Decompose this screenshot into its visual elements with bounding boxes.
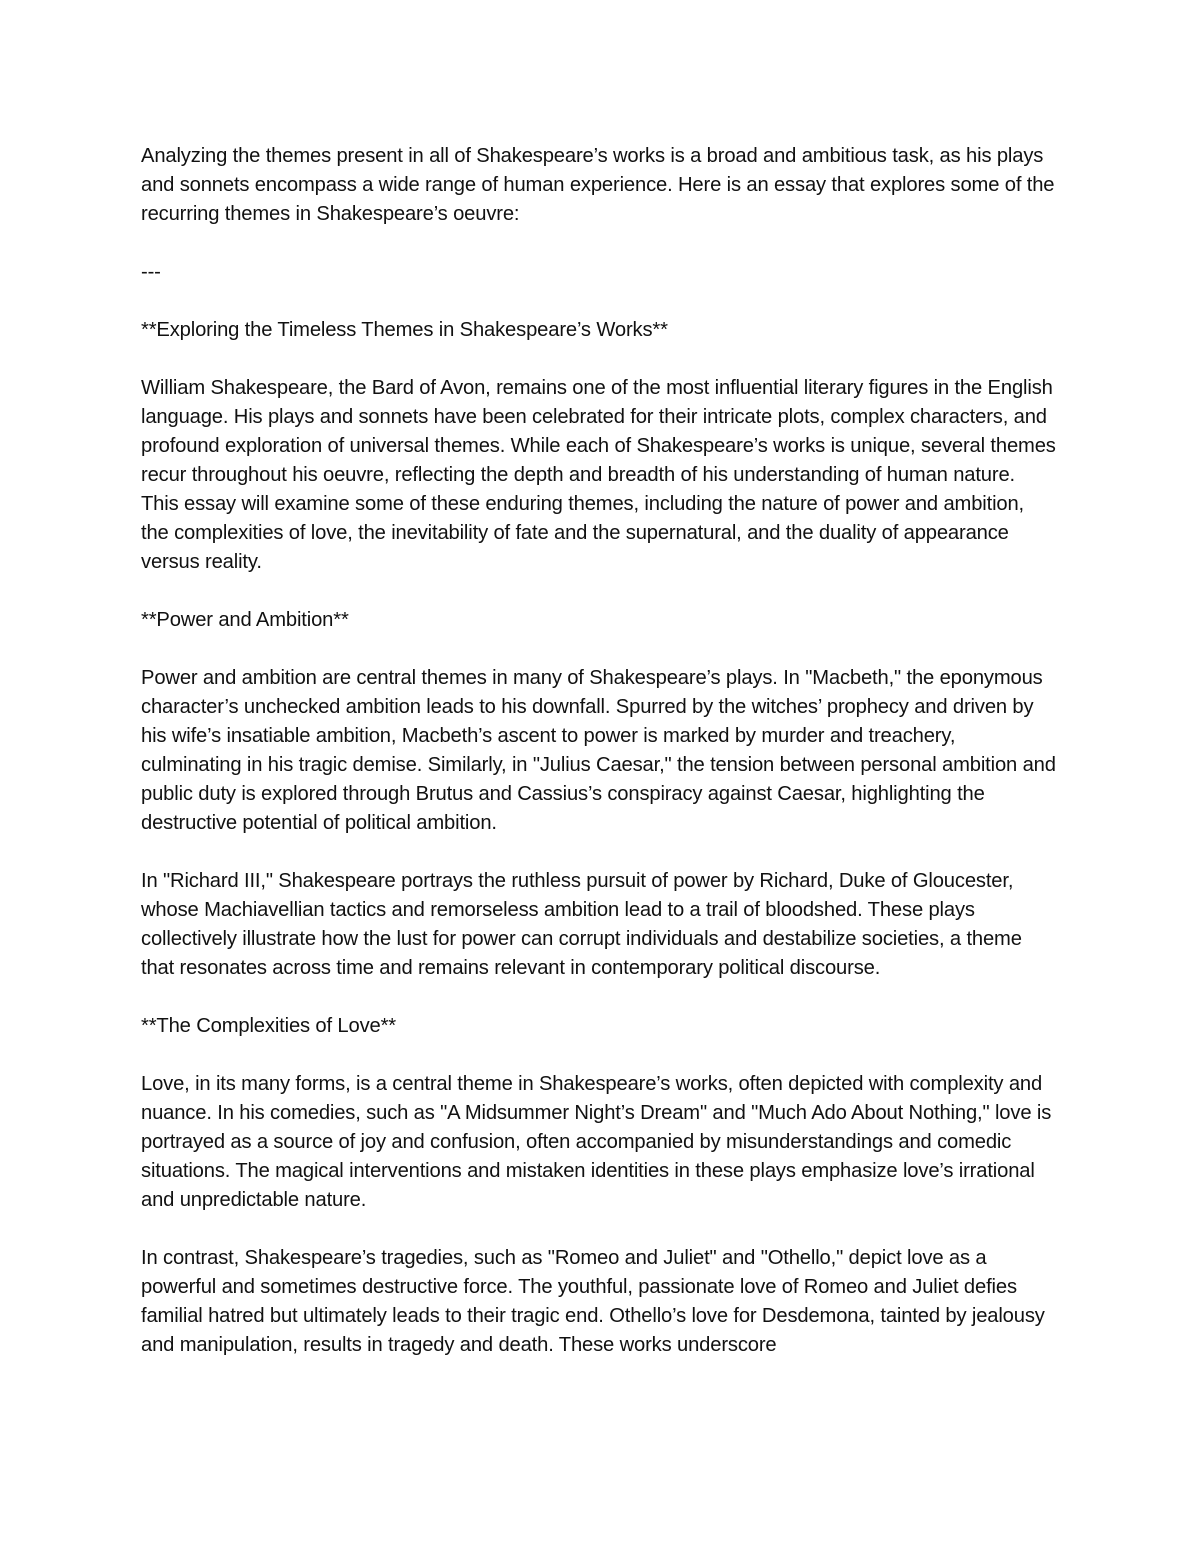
document-body xyxy=(141,142,1056,1360)
section-divider: --- xyxy=(141,261,161,283)
heading-power-ambition: **Power and Ambition** xyxy=(141,609,349,631)
opening-paragraph: William Shakespeare, the Bard of Avon, remains one of the most influential literary figures in the English language. His plays and sonnets have been celebrated for their intricate plots, complex characters, and profound exploration of universal themes. While each of Shakespeare’s works is unique, several themes recur throughout his oeuvre, reflecting the depth and breadth of his understanding of human nature. This essay will examine some of these enduring themes, including the nature of power and ambition, the complexities of love, the inevitability of fate and the supernatural, and the duality of appearance versus reality. xyxy=(141,377,1056,573)
intro-paragraph: Analyzing the themes present in all of Shakespeare’s works is a broad and ambitious task, as his plays and sonnets encompass a wide range of human experience. Here is an essay that explores some of the recurring themes in Shakespeare’s oeuvre: xyxy=(141,145,1055,225)
heading-complexities-love: **The Complexities of Love** xyxy=(141,1015,397,1037)
power-paragraph-1: Power and ambition are central themes in many of Shakespeare’s plays. In "Macbeth," the eponymous character’s unchecked ambition leads to his downfall. Spurred by the witches’ prophecy and driven by his wife’s insatiable ambition, Macbeth’s ascent to power is marked by murder and treachery, culminating in his tragic demise. Similarly, in "Julius Caesar," the tension between personal ambition and public duty is explored through Brutus and Cassius’s conspiracy against Caesar, highlighting the destructive potential of political ambition. xyxy=(141,667,1056,834)
power-paragraph-2: In "Richard III," Shakespeare portrays the ruthless pursuit of power by Richard, Duke of Gloucester, whose Machiavellian tactics and remorseless ambition lead to a trail of bloodshed. These plays collectively illustrate how the lust for power can corrupt individuals and destabilize societies, a theme that resonates across time and remains relevant in contemporary political discourse. xyxy=(141,870,1022,979)
love-paragraph-1: Love, in its many forms, is a central theme in Shakespeare’s works, often depicted with complexity and nuance. In his comedies, such as "A Midsummer Night’s Dream" and "Much Ado About Nothing," love is portrayed as a source of joy and confusion, often accompanied by misunderstandings and comedic situations. The magical interventions and mistaken identities in these plays emphasize love’s irrational and unpredictable nature. xyxy=(141,1073,1052,1211)
love-paragraph-2: In contrast, Shakespeare’s tragedies, such as "Romeo and Juliet" and "Othello," depict love as a powerful and sometimes destructive force. The youthful, passionate love of Romeo and Juliet defies familial hatred but ultimately leads to their tragic end. Othello’s love for Desdemona, tainted by jealousy and manipulation, results in tragedy and death. These works underscore xyxy=(141,1247,1045,1356)
essay-title: **Exploring the Timeless Themes in Shakespeare’s Works** xyxy=(141,319,668,341)
